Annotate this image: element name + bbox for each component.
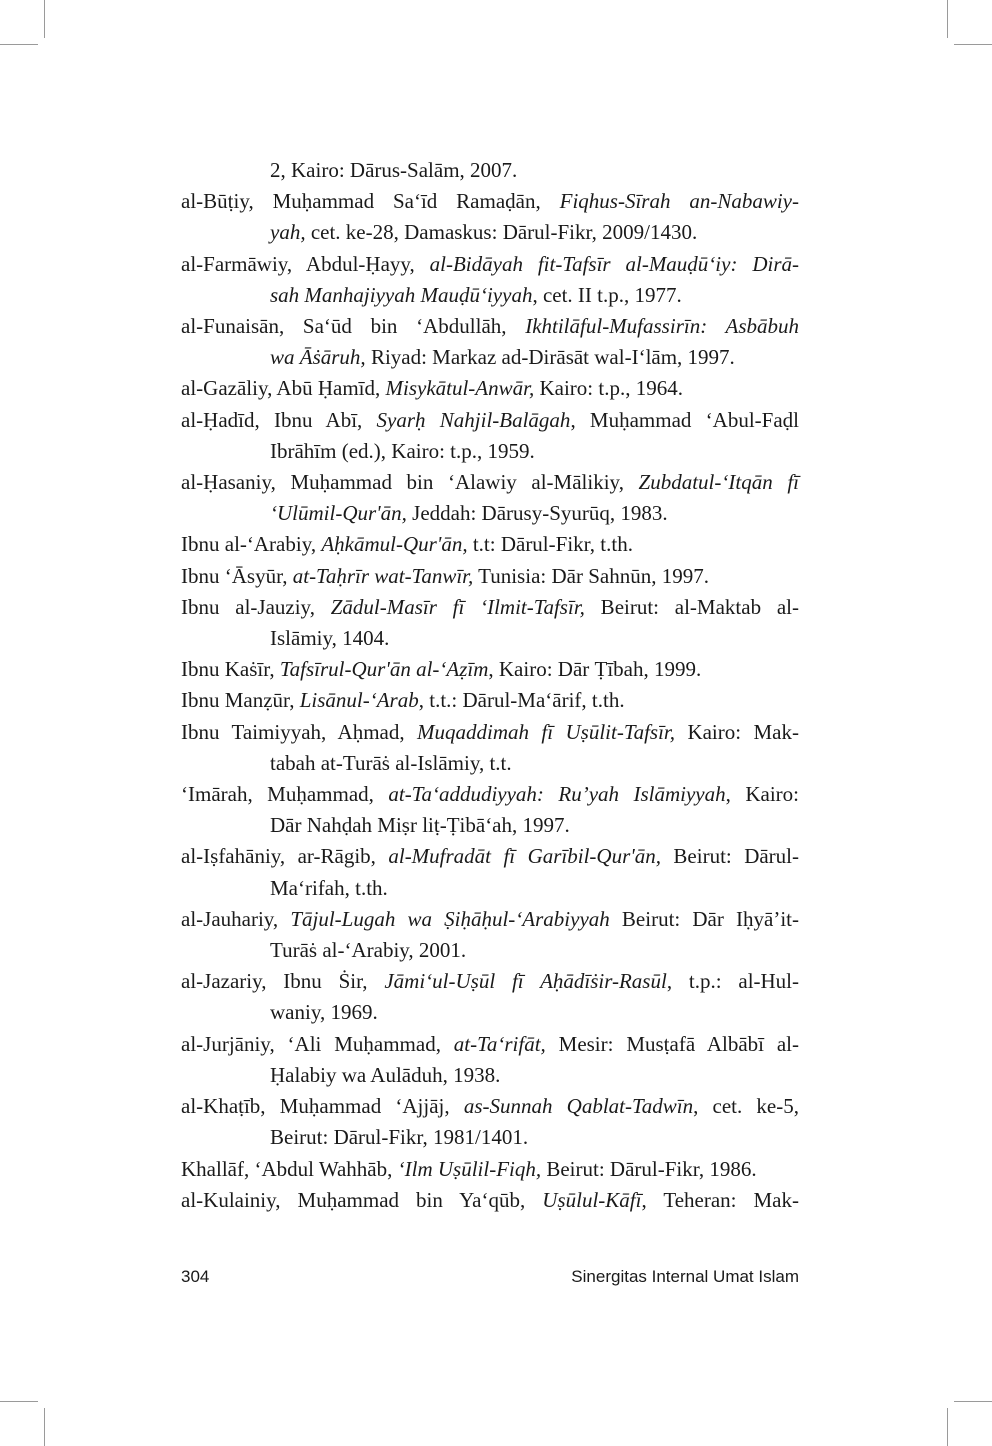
entry-text: , Teheran: Mak-	[641, 1187, 799, 1212]
entry-text: cet. ke-28, Damaskus: Dārul-Fikr, 2009/1430.	[305, 220, 698, 245]
title-text: Uṣūlul-Kāfī	[542, 1187, 642, 1212]
running-title: Sinergitas Internal Umat Islam	[571, 1267, 799, 1286]
bibliography-continuation-line	[181, 280, 799, 311]
bibliography-entry-line	[181, 529, 799, 560]
entry-text: Ḥalabiy wa Aulāduh, 1938.	[270, 1062, 501, 1087]
entry-text: Ibrāhīm (ed.), Kairo: t.p., 1959.	[270, 438, 535, 463]
entry-text: al-Farmāwiy, Abdul-Ḥayy,	[181, 251, 430, 276]
bibliography-continuation-line	[181, 810, 799, 841]
title-text: al-Bidāyah fit-Tafsīr al-Mauḍū‘iy: Dirā-	[429, 251, 800, 276]
entry-text: Dār Nahḍah Miṣr liṭ-Ṭibā‘ah, 1997.	[270, 813, 570, 838]
bibliography-list	[181, 155, 799, 1216]
title-text: Tafsīrul-Qur'ān al-‘Aẓīm	[279, 657, 489, 682]
title-text: Jāmi‘ul-Uṣūl fī Aḥādīṡir-Rasūl	[384, 969, 667, 994]
entry-text: Tunisia: Dār Sahnūn, 1997.	[473, 563, 709, 588]
entry-text: al-Ḥadīd, Ibnu Abī,	[181, 407, 377, 432]
entry-text: Ma‘rifah, t.th.	[270, 875, 388, 900]
title-text: Misykātul-Anwār,	[385, 376, 535, 401]
crop-mark	[954, 1401, 992, 1402]
bibliography-entry-line	[181, 592, 799, 623]
entry-text: Mesir: Musṭafā Albābī al-	[545, 1031, 799, 1056]
title-text: at-Ta‘rifāt,	[453, 1031, 546, 1056]
title-text: wa Āṡāruh,	[270, 345, 366, 370]
bibliography-entry-line	[181, 1091, 799, 1122]
crop-mark	[0, 44, 38, 45]
entry-text: al-Gazāliy, Abū Ḥamīd,	[181, 376, 386, 401]
entry-text: 2, Kairo: Dārus-Salām, 2007.	[270, 158, 518, 182]
bibliography-entry-line	[181, 1185, 799, 1216]
bibliography-entry-line	[181, 311, 799, 342]
bibliography-continuation-line	[181, 155, 799, 186]
bibliography-continuation-line	[181, 935, 799, 966]
entry-text: Riyad: Markaz ad-Dirāsāt wal-I‘lām, 1997.	[365, 345, 735, 370]
entry-text: Kairo: t.p., 1964.	[534, 376, 683, 401]
entry-text: Ibnu Taimiyyah, Aḥmad,	[181, 719, 418, 744]
bibliography-entry-line	[181, 186, 799, 217]
entry-text: tabah at-Turāṡ al-Islāmiy, t.t.	[270, 750, 512, 775]
entry-text: al-Khaṭīb, Muḥammad ‘Ajjāj,	[181, 1094, 464, 1119]
bibliography-continuation-line	[181, 498, 799, 529]
entry-text: waniy, 1969.	[270, 1000, 378, 1025]
page-number: 304	[181, 1267, 210, 1286]
title-text: Tājul-Lugah wa Ṣiḥāḥul-‘Arabiyyah	[290, 906, 610, 931]
bibliography-entry-line	[181, 373, 799, 404]
entry-text: Ibnu Manẓūr,	[181, 688, 300, 713]
title-text: al-Mufradāt fī Garībil-Qur'ān,	[388, 844, 661, 869]
entry-text: Beirut: Dārul-Fikr, 1981/1401.	[270, 1125, 529, 1150]
entry-text: ‘Imārah, Muḥammad,	[181, 782, 389, 807]
bibliography-continuation-line	[181, 748, 799, 779]
entry-text: , Kairo:	[725, 782, 799, 807]
entry-text: al-Kulainiy, Muḥammad bin Ya‘qūb,	[181, 1187, 543, 1212]
entry-text: al-Jurjāniy, ‘Ali Muḥammad,	[181, 1031, 454, 1056]
title-text: sah Manhajiyyah Mauḍū‘iyyah	[270, 282, 533, 307]
title-text: Zubdatul-‘Itqān fī	[638, 470, 799, 495]
crop-mark	[947, 1408, 948, 1446]
entry-text: Beirut: Dārul-Fikr, 1986.	[541, 1156, 757, 1181]
entry-text: , Muḥammad ‘Abul-Faḍl	[570, 407, 799, 432]
entry-text: Ibnu al-‘Arabiy,	[181, 532, 322, 557]
bibliography-continuation-line	[181, 217, 799, 248]
entry-text: , cet. ke-5,	[693, 1094, 799, 1119]
title-text: yah,	[270, 220, 306, 245]
title-text: Aḥkāmul-Qur'ān,	[321, 532, 468, 557]
title-text: Fiqhus-Sīrah an-Nabawiy-	[559, 189, 799, 214]
bibliography-continuation-line	[181, 342, 799, 373]
title-text: Syarḥ Nahjil-Balāgah	[376, 407, 571, 432]
entry-text: al-Iṣfahāniy, ar-Rāgib,	[181, 844, 389, 869]
title-text: at-Ta‘addudiyyah: Ru’yah Islāmiyyah	[388, 782, 726, 807]
entry-text: Ibnu Kaṡīr,	[181, 657, 280, 682]
bibliography-entry-line	[181, 654, 799, 685]
title-text: ‘Ulūmil-Qur'ān,	[270, 501, 407, 526]
title-text: Muqaddimah fī Uṣūlit-Tafsīr,	[417, 719, 676, 744]
entry-text: Jeddah: Dārusy-Syurūq, 1983.	[406, 501, 668, 526]
title-text: Zādul-Masīr fī ‘Ilmit-Tafsīr,	[330, 594, 585, 619]
entry-text: , Kairo: Dār Ṭībah, 1999.	[488, 657, 702, 682]
bibliography-entry-line	[181, 1154, 799, 1185]
entry-text: Islāmiy, 1404.	[270, 626, 390, 651]
bibliography-entry-line	[181, 779, 799, 810]
bibliography-entry-line	[181, 405, 799, 436]
crop-mark	[947, 0, 948, 38]
title-text: Ikhtilāful-Mufassirīn: Asbābuh	[525, 314, 799, 339]
bibliography-entry-line	[181, 467, 799, 498]
bibliography-entry-line	[181, 685, 799, 716]
entry-text: Ibnu ‘Āsyūr,	[181, 563, 293, 588]
title-text: at-Taḥrīr wat-Tanwīr,	[292, 563, 474, 588]
entry-text: , t.p.: al-Hul-	[666, 969, 800, 994]
crop-mark	[0, 1401, 38, 1402]
crop-mark	[44, 1408, 45, 1446]
crop-mark	[44, 0, 45, 38]
entry-text: al-Ḥasaniy, Muḥammad bin ‘Alawiy al-Mālikiy,	[181, 470, 639, 495]
entry-text: t.t: Dārul-Fikr, t.th.	[467, 532, 633, 557]
page-footer	[181, 1267, 799, 1291]
bibliography-entry-line	[181, 841, 799, 872]
entry-text: Kairo: Mak-	[675, 719, 799, 744]
bibliography-continuation-line	[181, 997, 799, 1028]
entry-text: Beirut: Dārul-	[660, 844, 799, 869]
entry-text: al-Būṭiy, Muḥammad Sa‘īd Ramaḍān,	[181, 189, 560, 214]
bibliography-continuation-line	[181, 873, 799, 904]
title-text: ‘Ilm Uṣūlil-Fiqh,	[397, 1156, 542, 1181]
entry-text: Beirut: Dār Iḥyā’it-	[609, 906, 799, 931]
bibliography-continuation-line	[181, 1060, 799, 1091]
title-text: Lisānul-‘Arab	[299, 688, 419, 713]
bibliography-entry-line	[181, 904, 799, 935]
bibliography-entry-line	[181, 249, 799, 280]
entry-text: Turāṡ al-‘Arabiy, 2001.	[270, 938, 467, 963]
bibliography-entry-line	[181, 1029, 799, 1060]
entry-text: , cet. II t.p., 1977.	[532, 282, 682, 307]
entry-text: Ibnu al-Jauziy,	[181, 594, 331, 619]
entry-text: Beirut: al-Maktab al-	[584, 594, 799, 619]
title-text: as-Sunnah Qablat-Tadwīn	[463, 1094, 694, 1119]
bibliography-entry-line	[181, 561, 799, 592]
entry-text: , t.t.: Dārul-Ma‘ārif, t.th.	[418, 688, 625, 713]
bibliography-entry-line	[181, 717, 799, 748]
entry-text: al-Jauhariy,	[181, 906, 291, 931]
entry-text: Khallāf, ‘Abdul Wahhāb,	[181, 1156, 398, 1181]
bibliography-entry-line	[181, 966, 799, 997]
bibliography-continuation-line	[181, 623, 799, 654]
bibliography-continuation-line	[181, 1122, 799, 1153]
crop-mark	[954, 44, 992, 45]
entry-text: al-Funaisān, Sa‘ūd bin ‘Abdullāh,	[181, 314, 526, 339]
bibliography-continuation-line	[181, 436, 799, 467]
entry-text: al-Jazariy, Ibnu Ṡir,	[181, 969, 385, 994]
